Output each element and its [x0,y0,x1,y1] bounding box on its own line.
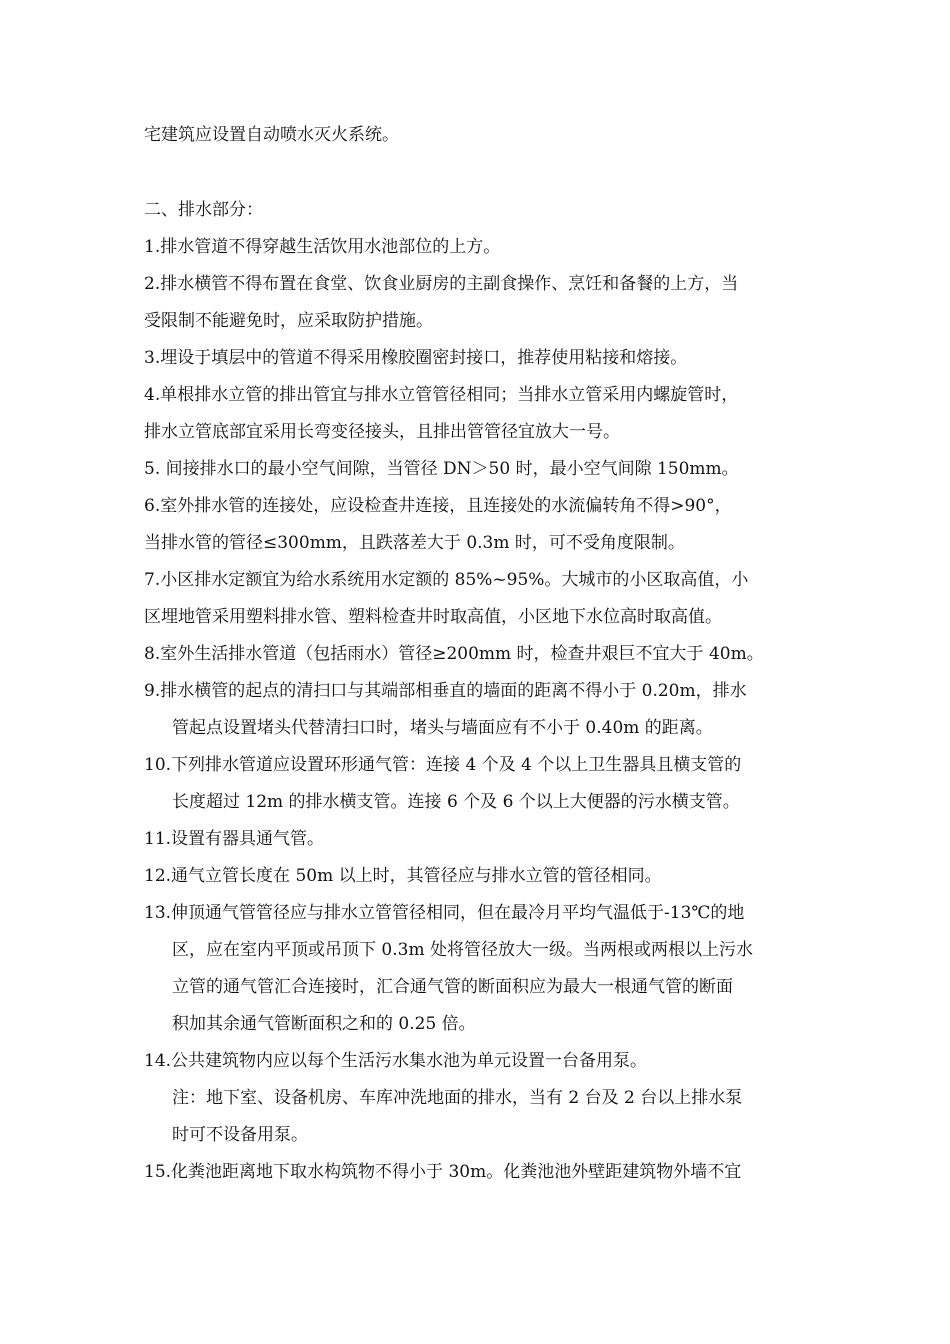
text-line: 10.下列排水管道应设置环形通气管：连接 4 个及 4 个以上卫生器具且横支管的 [144,755,742,775]
text-line: 当排水管的管径≤300mm，且跌落差大于 0.3m 时，可不受角度限制。 [144,533,685,553]
text-line: 15.化粪池距离地下取水构筑物不得小于 30m。化粪池池外壁距建筑物外墙不宜 [144,1162,742,1182]
text-line: 管起点设置堵头代替清扫口时，堵头与墙面应有不小于 0.40m 的距离。 [172,718,713,738]
text-line: 14.公共建筑物内应以每个生活污水集水池为单元设置一台备用泵。 [144,1051,648,1071]
text-line: 2.排水横管不得布置在食堂、饮食业厨房的主副食操作、烹饪和备餐的上方，当 [144,274,739,294]
text-line: 区埋地管采用塑料排水管、塑料检查井时取高值，小区地下水位高时取高值。 [144,607,722,627]
text-line: 受限制不能避免时，应采取防护措施。 [144,311,433,331]
text-line: 7.小区排水定额宜为给水系统用水定额的 85%~95%。大城市的小区取高值，小 [144,570,749,590]
text-line: 5. 间接排水口的最小空气间隙，当管径 DN＞50 时，最小空气间隙 150mm。 [144,459,739,479]
text-line: 12.通气立管长度在 50m 以上时，其管径应与排水立管的管径相同。 [144,866,662,886]
text-line: 长度超过 12m 的排水横支管。连接 6 个及 6 个以上大便器的污水横支管。 [172,792,740,812]
note-line: 注：地下室、设备机房、车库冲洗地面的排水，当有 2 台及 2 台以上排水泵 [172,1088,743,1108]
text-line: 排水立管底部宜采用长弯变径接头，且排出管管径宜放大一号。 [144,422,620,442]
text-line: 11.设置有器具通气管。 [144,829,325,849]
note-line: 时可不设备用泵。 [172,1125,308,1145]
text-line: 8.室外生活排水管道（包括雨水）管径≥200mm 时，检查井艰巨不宜大于 40m。 [144,644,764,664]
text-line: 宅建筑应设置自动喷水灭火系统。 [144,125,399,145]
text-line: 区，应在室内平顶或吊顶下 0.3m 处将管径放大一级。当两根或两根以上污水 [172,940,753,960]
text-line: 立管的通气管汇合连接时，汇合通气管的断面积应为最大一根通气管的断面 [172,977,733,997]
text-line: 1.排水管道不得穿越生活饮用水池部位的上方。 [144,237,501,257]
text-line: 6.室外排水管的连接处，应设检查井连接，且连接处的水流偏转角不得>90°， [144,496,732,516]
text-line: 3.埋设于填层中的管道不得采用橡胶圈密封接口，推荐使用粘接和熔接。 [144,348,688,368]
text-line: 13.伸顶通气管管径应与排水立管管径相同，但在最冷月平均气温低于-13℃的地 [144,903,745,923]
text-line: 积加其余通气管断面积之和的 0.25 倍。 [172,1014,476,1034]
text-line: 4.单根排水立管的排出管宜与排水立管管径相同；当排水立管采用内螺旋管时， [144,385,739,405]
section-heading: 二、排水部分： [144,200,263,220]
text-line: 9.排水横管的起点的清扫口与其端部相垂直的墙面的距离不得小于 0.20m，排水 [144,681,747,701]
